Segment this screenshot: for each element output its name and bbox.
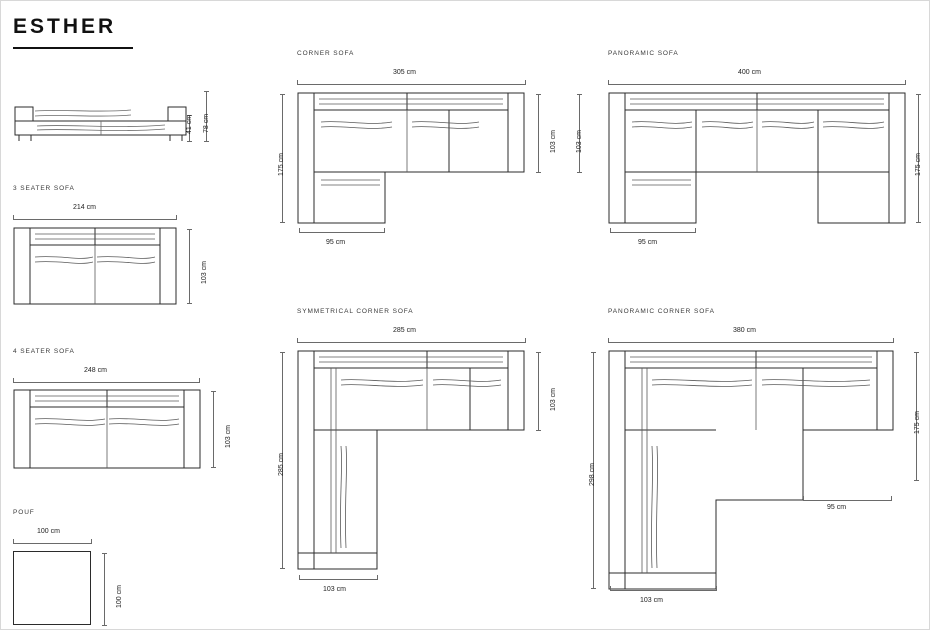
three-seater-height-line <box>189 229 190 303</box>
corner-sofa-back-depth-tick-top <box>536 94 541 95</box>
panoramic-corner-depth-tick-top <box>591 352 596 353</box>
three-seater-width-line <box>13 219 176 220</box>
three-seater-width-tick-left <box>13 215 14 220</box>
panoramic-sofa-caption: PANORAMIC SOFA <box>608 50 679 57</box>
panoramic-sofa-chaise-tick-right <box>695 228 696 233</box>
corner-sofa-depth-tick-top <box>280 94 285 95</box>
corner-sofa-caption: CORNER SOFA <box>297 50 355 57</box>
panoramic-corner-depth-tick-bottom <box>591 588 596 589</box>
panoramic-corner-right-arm-tick-right <box>891 496 892 501</box>
symmetrical-leg-width-line <box>299 579 377 580</box>
panoramic-corner-leg-tick-right <box>716 586 717 591</box>
three-seater-caption: 3 SEATER SOFA <box>13 185 75 192</box>
symmetrical-corner-sofa-caption: SYMMETRICAL CORNER SOFA <box>297 308 414 315</box>
corner-sofa-back-depth-tick-bottom <box>536 172 541 173</box>
pouf-height-tick-top <box>102 553 107 554</box>
panoramic-corner-width-line <box>608 342 893 343</box>
pouf-height-tick-bottom <box>102 625 107 626</box>
pouf-width-label: 100 cm <box>37 528 60 535</box>
side-view-drawing <box>13 89 188 147</box>
panoramic-corner-width-label: 380 cm <box>733 327 756 334</box>
symmetrical-depth-label: 285 cm <box>278 453 285 476</box>
panoramic-sofa-width-label: 400 cm <box>738 69 761 76</box>
panoramic-sofa-depth-tick-bottom <box>916 222 921 223</box>
corner-sofa-drawing <box>297 92 527 224</box>
panoramic-sofa-width-tick-right <box>905 80 906 85</box>
side-view-total-height-tick-bottom <box>204 141 209 142</box>
side-view-seat-height-tick-bottom <box>187 141 192 142</box>
corner-sofa-depth-label: 175 cm <box>278 153 285 176</box>
three-seater-height-tick-bottom <box>187 303 192 304</box>
corner-sofa-chaise-width-label: 95 cm <box>326 239 346 246</box>
panoramic-sofa-back-depth-tick-bottom <box>577 172 582 173</box>
pouf-caption: POUF <box>13 509 35 516</box>
symmetrical-back-depth-line <box>538 352 539 430</box>
panoramic-corner-sofa-caption: PANORAMIC CORNER SOFA <box>608 308 715 315</box>
panoramic-sofa-chaise-width-line <box>610 232 695 233</box>
three-seater-height-label: 103 cm <box>201 261 208 284</box>
panoramic-sofa-chaise-width-label: 95 cm <box>638 239 658 246</box>
three-seater-height-tick-top <box>187 229 192 230</box>
panoramic-sofa-chaise-tick-left <box>610 228 611 233</box>
panoramic-corner-right-arm-tick-left <box>803 496 804 501</box>
panoramic-corner-right-arm-line <box>803 500 891 501</box>
panoramic-corner-width-tick-left <box>608 338 609 343</box>
four-seater-width-tick-left <box>13 378 14 383</box>
symmetrical-leg-tick-left <box>299 575 300 580</box>
corner-sofa-back-depth-label: 103 cm <box>550 130 557 153</box>
symmetrical-width-label: 285 cm <box>393 327 416 334</box>
four-seater-width-line <box>13 382 199 383</box>
three-seater-drawing <box>13 227 188 305</box>
pouf-height-label: 100 cm <box>116 585 123 608</box>
corner-sofa-chaise-tick-right <box>384 228 385 233</box>
panoramic-sofa-drawing <box>608 92 908 224</box>
four-seater-height-label: 103 cm <box>225 425 232 448</box>
corner-sofa-width-label: 305 cm <box>393 69 416 76</box>
panoramic-sofa-back-depth-tick-top <box>577 94 582 95</box>
corner-sofa-depth-tick-bottom <box>280 222 285 223</box>
corner-sofa-chaise-tick-left <box>299 228 300 233</box>
panoramic-corner-right-arm-label: 95 cm <box>827 504 847 511</box>
four-seater-height-tick-top <box>211 391 216 392</box>
corner-sofa-chaise-width-line <box>299 232 384 233</box>
four-seater-height-tick-bottom <box>211 467 216 468</box>
panoramic-corner-depth-label: 298 cm <box>589 463 596 486</box>
panoramic-corner-width-tick-right <box>893 338 894 343</box>
four-seater-drawing <box>13 389 208 469</box>
three-seater-width-label: 214 cm <box>73 204 96 211</box>
corner-sofa-width-tick-left <box>297 80 298 85</box>
four-seater-width-tick-right <box>199 378 200 383</box>
corner-sofa-width-line <box>297 84 525 85</box>
panoramic-sofa-back-depth-label: 103 cm <box>576 130 583 153</box>
pouf-drawing <box>13 551 91 625</box>
panoramic-corner-sofa-drawing <box>608 350 898 590</box>
symmetrical-width-tick-left <box>297 338 298 343</box>
symmetrical-width-line <box>297 342 525 343</box>
corner-sofa-back-depth-line <box>538 94 539 172</box>
four-seater-width-label: 248 cm <box>84 367 107 374</box>
pouf-height-line <box>104 553 105 625</box>
symmetrical-corner-sofa-drawing <box>297 350 527 570</box>
four-seater-caption: 4 SEATER SOFA <box>13 348 75 355</box>
symmetrical-depth-tick-top <box>280 352 285 353</box>
symmetrical-leg-tick-right <box>377 575 378 580</box>
pouf-width-tick-left <box>13 539 14 544</box>
panoramic-corner-right-depth-label: 175 cm <box>914 411 921 434</box>
panoramic-corner-leg-tick-left <box>610 586 611 591</box>
side-view-seat-height-label: 41 cm <box>186 114 193 134</box>
symmetrical-back-depth-label: 103 cm <box>550 388 557 411</box>
symmetrical-depth-tick-bottom <box>280 568 285 569</box>
pouf-width-tick-right <box>91 539 92 544</box>
panoramic-corner-right-depth-tick-bottom <box>914 480 919 481</box>
panoramic-corner-leg-width-label: 103 cm <box>640 597 663 604</box>
three-seater-width-tick-right <box>176 215 177 220</box>
four-seater-height-line <box>213 391 214 467</box>
panoramic-sofa-depth-label: 175 cm <box>915 153 922 176</box>
page-title: ESTHER <box>13 15 117 38</box>
panoramic-sofa-depth-tick-top <box>916 94 921 95</box>
side-view-total-height-label: 78 cm <box>203 113 210 133</box>
panoramic-sofa-width-line <box>608 84 905 85</box>
title-underline <box>13 47 133 49</box>
symmetrical-leg-width-label: 103 cm <box>323 586 346 593</box>
symmetrical-back-depth-tick-top <box>536 352 541 353</box>
panoramic-corner-leg-width-line <box>610 590 716 591</box>
symmetrical-width-tick-right <box>525 338 526 343</box>
panoramic-corner-right-depth-tick-top <box>914 352 919 353</box>
panoramic-sofa-width-tick-left <box>608 80 609 85</box>
pouf-width-line <box>13 543 91 544</box>
side-view-total-height-tick-top <box>204 91 209 92</box>
symmetrical-back-depth-tick-bottom <box>536 430 541 431</box>
corner-sofa-width-tick-right <box>525 80 526 85</box>
